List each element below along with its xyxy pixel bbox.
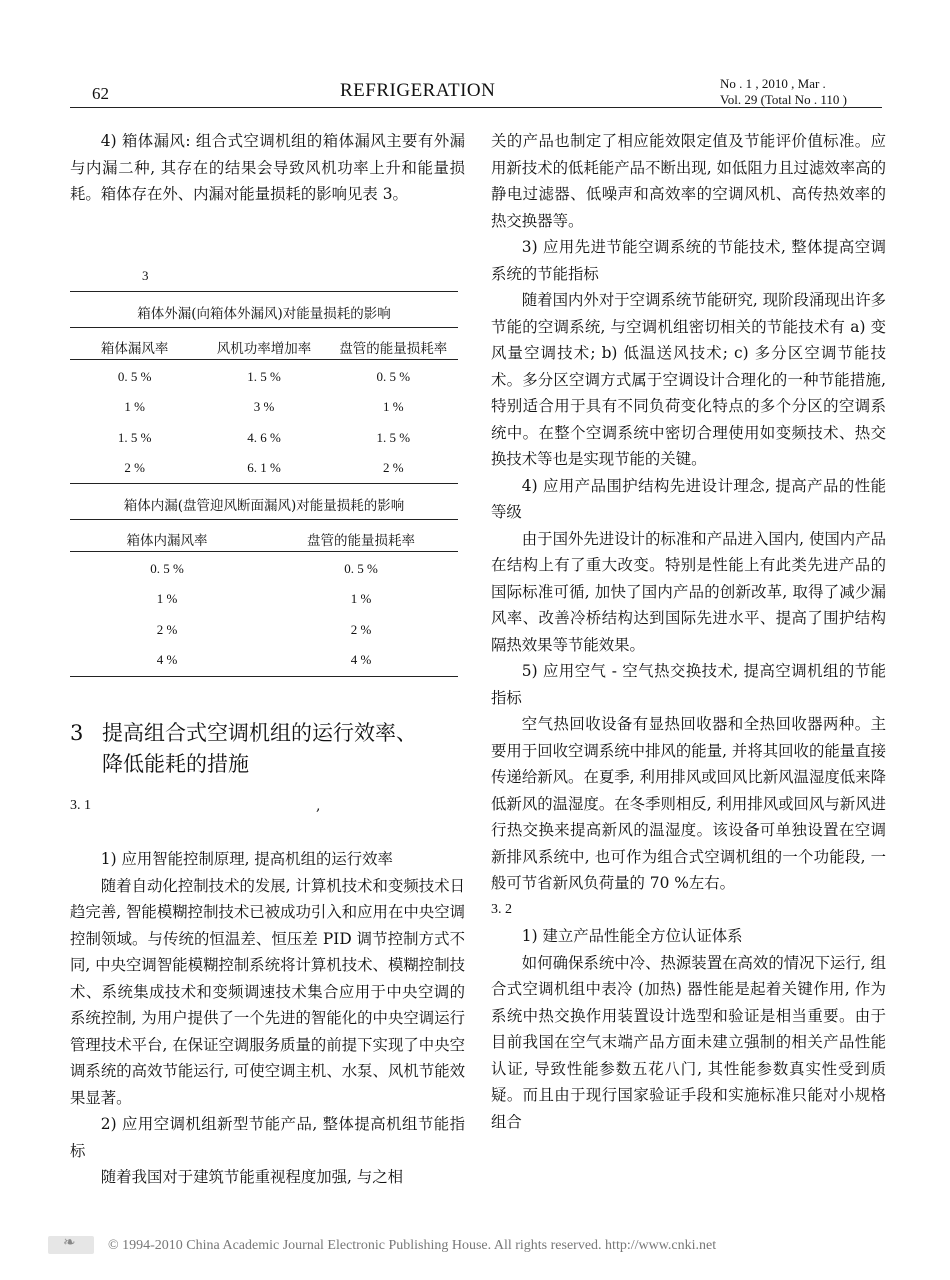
- table-row: [70, 561, 458, 577]
- table-cell: 1 %: [350, 591, 372, 606]
- item-heading: 1) 建立产品性能全方位认证体系: [521, 927, 743, 945]
- section-heading: [70, 718, 465, 780]
- table-row: [70, 652, 458, 668]
- table-header-row: [70, 529, 458, 549]
- paragraph: 关的产品也制定了相应能效限定值及节能评价值标准。应用新技术的低耗能产品不断出现, 如低阻力且过滤效率高的静电过滤器、低噪声和高效率的空调风机、高传热效率的热交换器等。: [491, 132, 886, 230]
- table-cell: 1 %: [124, 399, 145, 414]
- page-number: 62: [92, 84, 109, 103]
- table-rule: [70, 483, 458, 484]
- left-column-body: [70, 846, 465, 1191]
- logo-swirl-icon: ❧: [63, 1233, 76, 1251]
- subsection-comma: ,: [316, 798, 321, 814]
- issue-line-2: Vol. 29 (Total No . 110 ): [720, 92, 847, 107]
- right-column: [491, 128, 886, 1135]
- table-cell: 3 %: [253, 399, 275, 414]
- table-caption-inner-leak: 箱体内漏(盘管迎风断面漏风)对能量损耗的影响: [123, 498, 405, 514]
- table-row: [70, 399, 458, 415]
- table-cell: 4. 6 %: [247, 430, 281, 445]
- table-row: [70, 622, 458, 638]
- table-cell: 0. 5 %: [376, 369, 411, 384]
- table-rule: [70, 551, 458, 552]
- table-cell: 1. 5 %: [117, 430, 152, 445]
- table-rule: [70, 327, 458, 328]
- table-number: 3: [142, 268, 149, 283]
- table-cell: 1. 5 %: [376, 430, 411, 445]
- paragraph: 如何确保系统中冷、热源装置在高效的情况下运行, 组合式空调机组中表冷 (加热) 器性能是起着关键作用, 作为系统中热交换作用装置设计选型和验证是相当重要。由于目前我国在空气末端产品方面未建立强制的相关产品性能认证, 导致性能参数五花八门, 其性能参数真实性受到质疑。而且由于现行国家验证手段和实施标准只能对小规格组合: [491, 953, 886, 1131]
- left-column-intro: [70, 128, 465, 208]
- table-row: [70, 369, 458, 385]
- copyright-footer: © 1994-2010 China Academic Journal Electronic Publishing House. All rights reserved. http://www.cnki.net: [108, 1238, 717, 1253]
- table-header-cell: 盘管的能量损耗率: [307, 533, 415, 549]
- subsection-number: 3. 1: [70, 798, 91, 813]
- journal-title: REFRIGERATION: [340, 80, 496, 101]
- table-cell: 1 %: [156, 591, 178, 606]
- table-rule: [70, 519, 458, 520]
- paragraph: 空气热回收设备有显热回收器和全热回收器两种。主要用于回收空调系统中排风的能量, 并将其回收的能量直接传递给新风。在夏季, 利用排风或回风比新风温湿度低来降低新风的温湿度。在冬季则相反, 利用排风或回风与新风进行热交换来提高新风的温湿度。该设备可单独设置在空调新排风系统中, 也可作为组合式空调机组的一个功能段, 一般可节省新风负荷量的 70 %左右。: [491, 715, 886, 892]
- paragraph-box-leakage: 4) 箱体漏风: 组合式空调机组的箱体漏风主要有外漏与内漏二种, 其存在的结果会导致风机功率上升和能量损耗。箱体存在外、内漏对能量损耗的影响见表 3。: [70, 132, 465, 203]
- table-header-cell: 箱体漏风率: [100, 341, 169, 357]
- item-heading: 5) 应用空气 - 空气热交换技术, 提高空调机组的节能指标: [491, 662, 886, 707]
- table-cell: 6. 1 %: [247, 460, 281, 475]
- table-header-cell: 箱体内漏风率: [126, 533, 208, 549]
- item-heading: 1) 应用智能控制原理, 提高机组的运行效率: [100, 850, 393, 868]
- issue-line-1: No . 1 , 2010 , Mar .: [720, 76, 826, 91]
- table-rule: [70, 359, 458, 360]
- header-rule: [70, 107, 882, 108]
- subsection-number: 3. 2: [491, 901, 512, 917]
- table-cell: 4 %: [350, 652, 372, 667]
- table-caption-outer-leak: 箱体外漏(向箱体外漏风)对能量损耗的影响: [137, 306, 391, 322]
- table-cell: 2 %: [383, 460, 404, 475]
- table-cell: 4 %: [156, 652, 178, 667]
- table-cell: 0. 5 %: [150, 561, 184, 576]
- table-top-rule: [70, 291, 458, 292]
- paragraph: 由于国外先进设计的标准和产品进入国内, 使国内产品在结构上有了重大改变。特别是性能上有此类先进产品的国际标准可循, 加快了国内产品的创新改革, 取得了减少漏风率、改善冷桥结构达到国际先进水平、提高了围护结构隔热效果等节能效果。: [491, 529, 886, 654]
- table-header-row: [70, 337, 458, 357]
- paragraph: 随着国内外对于空调系统节能研究, 现阶段涌现出许多节能的空调系统, 与空调机组密切相关的节能技术有 a) 变风量空调技术; b) 低温送风技术; c) 多分区空调节能技术。多分区空调方式属于空调设计合理化的一种节能措施, 特别适合用于具有不同负荷变化特点的多个分区的空调系统中。在整个空调系统中密切合理使用如变频技术、热交换技术等也是实现节能的关键。: [491, 291, 886, 468]
- item-heading: 2) 应用空调机组新型节能产品, 整体提高机组节能指标: [70, 1115, 465, 1160]
- section-title-line-1: 提高组合式空调机组的运行效率、: [102, 721, 417, 745]
- table-cell: 0. 5 %: [344, 561, 378, 576]
- table-cell: 2 %: [156, 622, 178, 637]
- table-cell: 0. 5 %: [117, 369, 152, 384]
- table-bottom-rule: [70, 676, 458, 677]
- paragraph: 随着自动化控制技术的发展, 计算机技术和变频技术日趋完善, 智能模糊控制技术已被成功引入和应用在中央空调控制领域。与传统的恒温差、恒压差 PID 调节控制方式不同, 中央空调智能模糊控制系统将计算机技术、模糊控制技术、系统集成技术和变频调速技术集合应用于中央空调的系统控制, 为用户提供了一个先进的智能化的中央空调运行管理技术平台, 在保证空调服务质量的前提下实现了中央空调系统的高效节能运行, 可使空调主机、水泵、风机节能效果显著。: [70, 876, 465, 1107]
- table-header-cell: 风机功率增加率: [216, 341, 312, 357]
- paragraph: 随着我国对于建筑节能重视程度加强, 与之相: [100, 1168, 404, 1186]
- table-row: [70, 430, 458, 446]
- issue-info: [720, 76, 847, 108]
- section-number: 3: [70, 721, 84, 745]
- section-title-line-2: 降低能耗的措施: [102, 752, 249, 776]
- table-cell: 1 %: [383, 399, 404, 414]
- table-cell: 2 %: [124, 460, 145, 475]
- item-heading: 4) 应用产品围护结构先进设计理念, 提高产品的性能等级: [491, 476, 886, 521]
- table-cell: 1. 5 %: [247, 369, 281, 384]
- table-row: [70, 460, 458, 476]
- item-heading: 3) 应用先进节能空调系统的节能技术, 整体提高空调系统的节能指标: [491, 238, 886, 283]
- table-cell: 2 %: [350, 622, 372, 637]
- table-header-cell: 盘管的能量损耗率: [339, 341, 448, 357]
- table-row: [70, 591, 458, 607]
